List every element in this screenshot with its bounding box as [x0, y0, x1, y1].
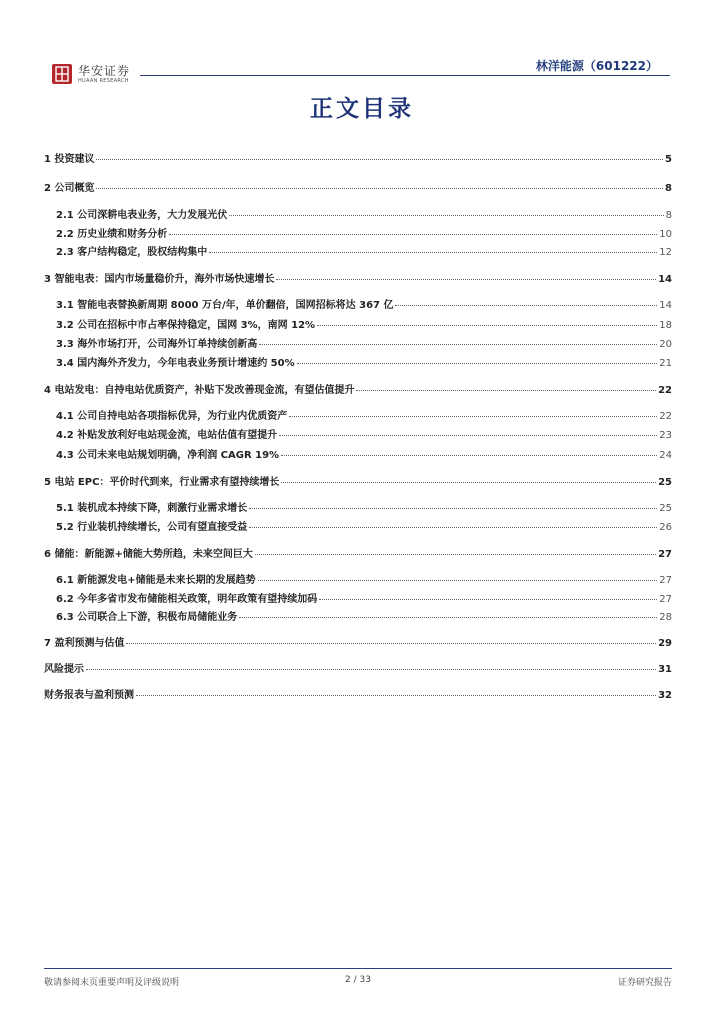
toc-entry-title: 3.1 智能电表替换新周期 8000 万台/年，单价翻倍，国网招标将达 367 亿: [56, 300, 394, 311]
toc-entry[interactable]: [56, 446, 672, 460]
toc-entry-title: 1 投资建议: [44, 154, 95, 165]
toc-leader: [169, 234, 657, 235]
toc-leader: [281, 455, 657, 456]
toc-entry-title: 6.2 今年多省市发布储能相关政策，明年政策有望持续加码: [56, 594, 318, 605]
toc-entry[interactable]: [56, 426, 672, 440]
toc-entry-page: 5: [665, 154, 672, 165]
toc-leader: [297, 363, 658, 364]
toc-entry-page: 28: [659, 612, 672, 623]
toc-entry-page: 25: [658, 477, 672, 488]
toc-entry-title: 2 公司概览: [44, 183, 95, 194]
toc-entry-title: 4.3 公司未来电站规划明确，净利润 CAGR 19%: [56, 450, 280, 461]
toc-entry-page: 22: [659, 411, 672, 422]
toc-entry[interactable]: [44, 150, 672, 164]
toc-entry[interactable]: [44, 660, 672, 674]
toc-entry[interactable]: [44, 381, 672, 395]
toc-leader: [229, 215, 663, 216]
toc-entry-title: 3.3 海外市场打开，公司海外订单持续创新高: [56, 339, 258, 350]
toc-entry-title: 5.2 行业装机持续增长，公司有望直接受益: [56, 522, 248, 533]
toc-leader: [96, 159, 663, 160]
toc-entry[interactable]: [56, 499, 672, 513]
toc-entry[interactable]: [56, 608, 672, 622]
footer-divider: [44, 968, 672, 969]
toc-entry-title: 2.3 客户结构稳定，股权结构集中: [56, 247, 208, 258]
toc-leader: [281, 482, 656, 483]
toc-entry-page: 22: [658, 385, 672, 396]
toc-entry-title: 7 盈利预测与估值: [44, 638, 125, 649]
toc-entry[interactable]: [44, 179, 672, 193]
seal-icon: [52, 64, 72, 84]
toc-entry[interactable]: [56, 354, 672, 368]
toc-entry[interactable]: [56, 316, 672, 330]
toc-entry-page: 27: [659, 594, 672, 605]
toc-leader: [317, 325, 657, 326]
toc-entry-page: 14: [659, 300, 672, 311]
toc-entry[interactable]: [56, 206, 672, 220]
toc-leader: [126, 643, 656, 644]
toc-entry[interactable]: [56, 407, 672, 421]
toc-entry-title: 财务报表与盈利预测: [44, 690, 134, 701]
logo-name: 华安证券: [78, 64, 131, 78]
toc-entry-title: 6.3 公司联合上下游，积极布局储能业务: [56, 612, 238, 623]
toc-leader: [279, 435, 657, 436]
toc-entry[interactable]: [44, 686, 672, 700]
toc-entry-page: 10: [659, 229, 672, 240]
report-type: 证券研究报告: [617, 978, 672, 988]
logo-english-name: HUAAN RESEARCH: [78, 78, 129, 84]
toc-entry-page: 23: [659, 430, 672, 441]
footer-disclaimer: 敬请参阅末页重要声明及评级说明: [44, 978, 180, 988]
toc-entry[interactable]: [44, 634, 672, 648]
toc-entry-page: 8: [665, 183, 672, 194]
toc-entry-title: 3.4 国内海外齐发力，今年电表业务预计增速约 50%: [56, 358, 295, 369]
toc-entry-page: 27: [659, 575, 672, 586]
toc-entry-title: 4.1 公司自持电站各项指标优异，为行业内优质资产: [56, 411, 288, 422]
toc-entry-page: 27: [658, 549, 672, 560]
toc-entry[interactable]: [56, 518, 672, 532]
toc-leader: [86, 669, 656, 670]
toc-entry-title: 4.2 补贴发放利好电站现金流，电站估值有望提升: [56, 430, 278, 441]
toc-entry[interactable]: [56, 590, 672, 604]
toc-leader: [258, 580, 658, 581]
toc-entry-page: 8: [665, 210, 672, 221]
toc-leader: [289, 416, 657, 417]
toc-entry-title: 5 电站 EPC：平价时代到来，行业需求有望持续增长: [44, 477, 280, 488]
toc-leader: [249, 527, 657, 528]
toc-leader: [255, 554, 656, 555]
toc-leader: [239, 617, 657, 618]
toc-entry-page: 14: [658, 274, 672, 285]
toc-entry-title: 3 智能电表：国内市场量稳价升，海外市场快速增长: [44, 274, 275, 285]
toc-leader: [136, 695, 656, 696]
toc-entry-title: 2.1 公司深耕电表业务，大力发展光伏: [56, 210, 228, 221]
toc-entry-title: 2.2 历史业绩和财务分析: [56, 229, 168, 240]
report-title: 林洋能源（601222）: [535, 59, 658, 73]
toc-entry[interactable]: [44, 545, 672, 559]
toc-leader: [96, 188, 663, 189]
toc-entry-page: 12: [659, 247, 672, 258]
toc-entry-page: 20: [659, 339, 672, 350]
toc-entry-page: 21: [659, 358, 672, 369]
header-divider: [140, 75, 670, 76]
toc-entry-title: 风险提示: [44, 664, 84, 675]
toc-leader: [259, 344, 657, 345]
toc-entry-title: 4 电站发电：自持电站优质资产，补贴下发改善现金流，有望估值提升: [44, 385, 355, 396]
toc-entry-title: 6 储能：新能源+储能大势所趋，未来空间巨大: [44, 549, 253, 560]
toc-entry[interactable]: [56, 335, 672, 349]
toc-leader: [209, 252, 657, 253]
page-number: 2 / 33: [345, 975, 371, 985]
toc-entry-page: 32: [658, 690, 672, 701]
toc-entry-title: 6.1 新能源发电+储能是未来长期的发展趋势: [56, 575, 256, 586]
toc-entry-page: 31: [658, 664, 672, 675]
toc-entry[interactable]: [56, 571, 672, 585]
toc-entry-page: 25: [659, 503, 672, 514]
toc-entry-page: 18: [659, 320, 672, 331]
toc-entry[interactable]: [44, 473, 672, 487]
toc-leader: [395, 305, 657, 306]
toc-leader: [319, 599, 657, 600]
toc-entry[interactable]: [56, 296, 672, 310]
toc-entry-title: 3.2 公司在招标中市占率保持稳定，国网 3%，南网 12%: [56, 320, 316, 331]
toc-entry-title: 5.1 装机成本持续下降，刺激行业需求增长: [56, 503, 248, 514]
company-logo: [52, 64, 130, 85]
toc-leader: [356, 390, 656, 391]
toc-entry-page: 24: [659, 450, 672, 461]
toc-entry-page: 26: [659, 522, 672, 533]
toc-entry[interactable]: [56, 243, 672, 257]
toc-leader: [249, 508, 657, 509]
toc-entry[interactable]: [44, 270, 672, 284]
toc-entry-page: 29: [658, 638, 672, 649]
page-title: 正文目录: [310, 96, 414, 122]
toc-entry[interactable]: [56, 225, 672, 239]
toc-leader: [276, 279, 656, 280]
